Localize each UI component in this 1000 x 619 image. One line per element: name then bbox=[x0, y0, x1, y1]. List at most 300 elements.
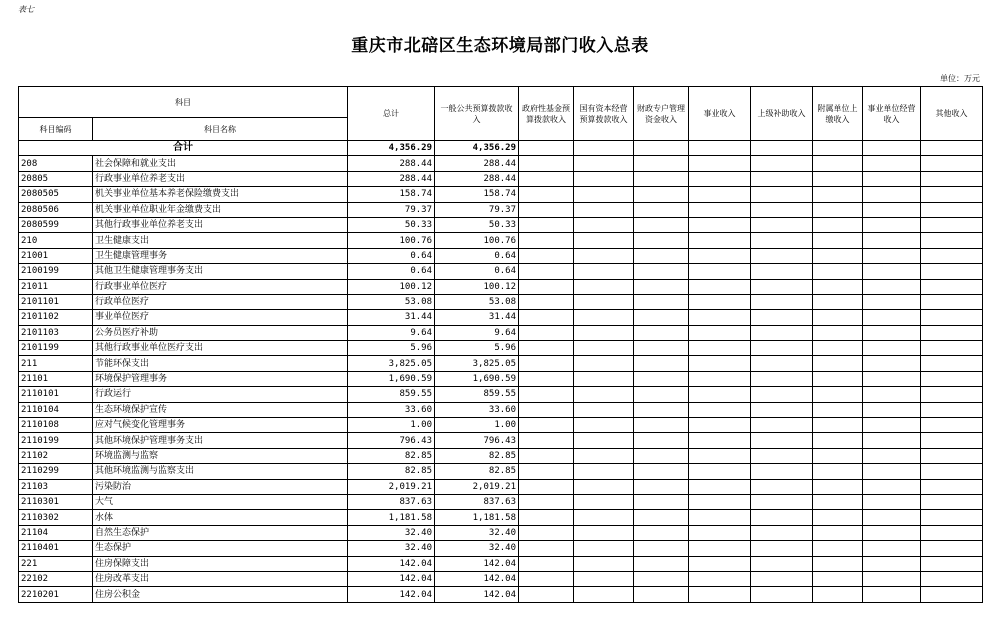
empty-cell bbox=[921, 402, 983, 417]
row-name: 其他行政事业单位养老支出 bbox=[93, 217, 348, 232]
empty-cell bbox=[519, 294, 574, 309]
table-row bbox=[19, 556, 983, 571]
empty-cell bbox=[751, 248, 813, 263]
row-name: 行政事业单位医疗 bbox=[93, 279, 348, 294]
empty-cell bbox=[634, 279, 689, 294]
empty-cell bbox=[634, 494, 689, 509]
row-general: 1.00 bbox=[435, 418, 519, 433]
row-general: 796.43 bbox=[435, 433, 519, 448]
header-name: 科目名称 bbox=[93, 118, 348, 141]
empty-cell bbox=[863, 294, 921, 309]
row-name: 社会保障和就业支出 bbox=[93, 156, 348, 171]
table-row bbox=[19, 587, 983, 602]
table-row bbox=[19, 187, 983, 202]
empty-cell bbox=[634, 418, 689, 433]
empty-cell bbox=[689, 156, 751, 171]
row-code: 20805 bbox=[19, 171, 93, 186]
empty-cell bbox=[689, 356, 751, 371]
empty-cell bbox=[813, 294, 863, 309]
empty-cell bbox=[921, 556, 983, 571]
row-total: 142.04 bbox=[348, 556, 435, 571]
empty-cell bbox=[519, 156, 574, 171]
row-general: 288.44 bbox=[435, 171, 519, 186]
table-row bbox=[19, 402, 983, 417]
empty-cell bbox=[813, 556, 863, 571]
empty-cell bbox=[921, 433, 983, 448]
row-total: 288.44 bbox=[348, 156, 435, 171]
table-row bbox=[19, 541, 983, 556]
empty-cell bbox=[634, 525, 689, 540]
empty-cell bbox=[921, 448, 983, 463]
row-code: 2210201 bbox=[19, 587, 93, 602]
row-code: 2080506 bbox=[19, 202, 93, 217]
empty-cell bbox=[689, 387, 751, 402]
empty-cell bbox=[689, 371, 751, 386]
row-general: 82.85 bbox=[435, 464, 519, 479]
table-row bbox=[19, 371, 983, 386]
row-general: 837.63 bbox=[435, 494, 519, 509]
empty-cell bbox=[519, 325, 574, 340]
empty-cell bbox=[574, 264, 634, 279]
empty-cell bbox=[813, 541, 863, 556]
row-total: 0.64 bbox=[348, 248, 435, 263]
empty-cell bbox=[751, 325, 813, 340]
empty-cell bbox=[634, 217, 689, 232]
empty-cell bbox=[863, 448, 921, 463]
empty-cell bbox=[519, 402, 574, 417]
empty-cell bbox=[574, 325, 634, 340]
row-name: 其他卫生健康管理事务支出 bbox=[93, 264, 348, 279]
empty-cell bbox=[634, 171, 689, 186]
header-general-budget: 一般公共预算拨款收入 bbox=[435, 87, 519, 141]
empty-cell bbox=[813, 479, 863, 494]
empty-cell bbox=[751, 464, 813, 479]
row-name: 生态环境保护宣传 bbox=[93, 402, 348, 417]
empty-cell bbox=[813, 418, 863, 433]
empty-cell bbox=[921, 587, 983, 602]
row-name: 节能环保支出 bbox=[93, 356, 348, 371]
empty-cell bbox=[863, 202, 921, 217]
table-row bbox=[19, 156, 983, 171]
row-name: 卫生健康管理事务 bbox=[93, 248, 348, 263]
empty-cell bbox=[921, 510, 983, 525]
empty-cell bbox=[634, 464, 689, 479]
empty-cell bbox=[574, 464, 634, 479]
table-row bbox=[19, 418, 983, 433]
table-row bbox=[19, 479, 983, 494]
empty-cell bbox=[689, 402, 751, 417]
empty-cell bbox=[751, 279, 813, 294]
table-row bbox=[19, 233, 983, 248]
empty-cell bbox=[813, 310, 863, 325]
empty-cell bbox=[519, 433, 574, 448]
empty-cell bbox=[863, 310, 921, 325]
empty-cell bbox=[863, 494, 921, 509]
empty-cell bbox=[863, 248, 921, 263]
row-total: 50.33 bbox=[348, 217, 435, 232]
table-row bbox=[19, 464, 983, 479]
unit-label: 单位：万元 bbox=[940, 74, 980, 83]
empty-cell bbox=[689, 264, 751, 279]
empty-cell bbox=[751, 264, 813, 279]
table-row bbox=[19, 171, 983, 186]
row-code: 2101199 bbox=[19, 341, 93, 356]
empty-cell bbox=[863, 279, 921, 294]
empty-cell bbox=[813, 341, 863, 356]
row-total: 859.55 bbox=[348, 387, 435, 402]
empty-cell bbox=[921, 294, 983, 309]
empty-cell bbox=[634, 294, 689, 309]
row-general: 142.04 bbox=[435, 556, 519, 571]
row-total: 1.00 bbox=[348, 418, 435, 433]
empty-cell bbox=[863, 464, 921, 479]
empty-cell bbox=[751, 156, 813, 171]
empty-cell bbox=[689, 556, 751, 571]
row-name: 其他环境保护管理事务支出 bbox=[93, 433, 348, 448]
empty-cell bbox=[634, 233, 689, 248]
row-total: 1,690.59 bbox=[348, 371, 435, 386]
row-name: 卫生健康支出 bbox=[93, 233, 348, 248]
empty-cell bbox=[921, 156, 983, 171]
row-general: 0.64 bbox=[435, 264, 519, 279]
empty-cell bbox=[863, 371, 921, 386]
row-name: 机关事业单位职业年金缴费支出 bbox=[93, 202, 348, 217]
empty-cell bbox=[751, 341, 813, 356]
empty-cell bbox=[751, 371, 813, 386]
row-name: 环境监测与监察 bbox=[93, 448, 348, 463]
empty-cell bbox=[689, 279, 751, 294]
empty-cell bbox=[519, 494, 574, 509]
empty-cell bbox=[519, 525, 574, 540]
table-row bbox=[19, 510, 983, 525]
empty-cell bbox=[689, 510, 751, 525]
empty-cell bbox=[634, 387, 689, 402]
empty-cell bbox=[813, 464, 863, 479]
empty-cell bbox=[689, 448, 751, 463]
row-general: 1,690.59 bbox=[435, 371, 519, 386]
row-code: 21001 bbox=[19, 248, 93, 263]
empty-cell bbox=[921, 387, 983, 402]
table-row bbox=[19, 279, 983, 294]
empty-cell bbox=[751, 387, 813, 402]
empty-cell bbox=[863, 418, 921, 433]
header-other-income: 其他收入 bbox=[921, 87, 983, 141]
row-code: 2110108 bbox=[19, 418, 93, 433]
row-general: 9.64 bbox=[435, 325, 519, 340]
row-total: 5.96 bbox=[348, 341, 435, 356]
row-total: 32.40 bbox=[348, 525, 435, 540]
header-total: 总计 bbox=[348, 87, 435, 141]
row-general: 859.55 bbox=[435, 387, 519, 402]
empty-cell bbox=[574, 294, 634, 309]
row-name: 住房公积金 bbox=[93, 587, 348, 602]
row-total: 31.44 bbox=[348, 310, 435, 325]
empty-cell bbox=[519, 341, 574, 356]
empty-cell bbox=[813, 217, 863, 232]
empty-cell bbox=[634, 556, 689, 571]
empty-cell bbox=[519, 387, 574, 402]
empty-cell bbox=[689, 571, 751, 586]
row-code: 2101102 bbox=[19, 310, 93, 325]
empty-cell bbox=[574, 433, 634, 448]
empty-cell bbox=[921, 418, 983, 433]
empty-cell bbox=[689, 325, 751, 340]
row-code: 221 bbox=[19, 556, 93, 571]
empty-cell bbox=[634, 264, 689, 279]
empty-cell bbox=[574, 248, 634, 263]
empty-cell bbox=[751, 587, 813, 602]
empty-cell bbox=[519, 464, 574, 479]
empty-cell bbox=[863, 171, 921, 186]
table-row bbox=[19, 325, 983, 340]
page-title: 重庆市北碚区生态环境局部门收入总表 bbox=[351, 36, 649, 56]
empty-cell bbox=[921, 479, 983, 494]
empty-cell bbox=[689, 541, 751, 556]
row-general: 31.44 bbox=[435, 310, 519, 325]
empty-cell bbox=[689, 341, 751, 356]
empty-cell bbox=[634, 371, 689, 386]
row-code: 2101103 bbox=[19, 325, 93, 340]
empty-cell bbox=[519, 264, 574, 279]
row-name: 事业单位医疗 bbox=[93, 310, 348, 325]
empty-cell bbox=[519, 418, 574, 433]
table-number-mark: 表七 bbox=[18, 5, 34, 14]
empty-cell bbox=[863, 556, 921, 571]
empty-cell bbox=[921, 571, 983, 586]
table-row bbox=[19, 494, 983, 509]
total-row bbox=[19, 141, 983, 156]
header-business-income: 事业收入 bbox=[689, 87, 751, 141]
empty-cell bbox=[751, 418, 813, 433]
row-name: 住房改革支出 bbox=[93, 571, 348, 586]
empty-cell bbox=[751, 541, 813, 556]
empty-cell bbox=[921, 356, 983, 371]
row-name: 大气 bbox=[93, 494, 348, 509]
empty-cell bbox=[574, 233, 634, 248]
row-general: 0.64 bbox=[435, 248, 519, 263]
row-code: 21104 bbox=[19, 525, 93, 540]
empty-cell bbox=[751, 202, 813, 217]
header-state-capital: 国有资本经营预算拨款收入 bbox=[574, 87, 634, 141]
row-code: 2110104 bbox=[19, 402, 93, 417]
row-general: 2,019.21 bbox=[435, 479, 519, 494]
row-general: 100.76 bbox=[435, 233, 519, 248]
empty-cell bbox=[519, 571, 574, 586]
empty-cell bbox=[574, 494, 634, 509]
empty-cell bbox=[634, 448, 689, 463]
empty-cell bbox=[634, 356, 689, 371]
empty-cell bbox=[863, 541, 921, 556]
row-code: 2110101 bbox=[19, 387, 93, 402]
empty-cell bbox=[813, 494, 863, 509]
empty-cell bbox=[751, 448, 813, 463]
empty-cell bbox=[813, 279, 863, 294]
empty-cell bbox=[519, 356, 574, 371]
row-name: 环境保护管理事务 bbox=[93, 371, 348, 386]
empty-cell bbox=[921, 279, 983, 294]
empty-cell bbox=[813, 248, 863, 263]
header-fund-budget: 政府性基金预算拨款收入 bbox=[519, 87, 574, 141]
row-general: 53.08 bbox=[435, 294, 519, 309]
row-general: 32.40 bbox=[435, 525, 519, 540]
row-total: 100.12 bbox=[348, 279, 435, 294]
header-superior-subsidy: 上级补助收入 bbox=[751, 87, 813, 141]
empty-cell bbox=[751, 294, 813, 309]
row-name: 应对气候变化管理事务 bbox=[93, 418, 348, 433]
empty-cell bbox=[863, 479, 921, 494]
empty-cell bbox=[921, 525, 983, 540]
row-general: 1,181.58 bbox=[435, 510, 519, 525]
row-code: 2080505 bbox=[19, 187, 93, 202]
row-total: 79.37 bbox=[348, 202, 435, 217]
empty-cell bbox=[689, 464, 751, 479]
empty-cell bbox=[689, 248, 751, 263]
empty-cell bbox=[689, 233, 751, 248]
empty-cell bbox=[574, 279, 634, 294]
row-name: 行政事业单位养老支出 bbox=[93, 171, 348, 186]
empty-cell bbox=[813, 371, 863, 386]
empty-cell bbox=[634, 433, 689, 448]
empty-cell bbox=[574, 510, 634, 525]
empty-cell bbox=[813, 171, 863, 186]
table-row bbox=[19, 217, 983, 232]
empty-cell bbox=[751, 402, 813, 417]
row-total: 837.63 bbox=[348, 494, 435, 509]
row-total: 142.04 bbox=[348, 571, 435, 586]
empty-cell bbox=[689, 433, 751, 448]
empty-cell bbox=[863, 387, 921, 402]
empty-cell bbox=[863, 510, 921, 525]
empty-cell bbox=[813, 571, 863, 586]
row-code: 2100199 bbox=[19, 264, 93, 279]
row-code: 2110199 bbox=[19, 433, 93, 448]
row-total: 32.40 bbox=[348, 541, 435, 556]
empty-cell bbox=[689, 217, 751, 232]
row-code: 2110401 bbox=[19, 541, 93, 556]
empty-cell bbox=[574, 556, 634, 571]
empty-cell bbox=[689, 418, 751, 433]
empty-cell bbox=[634, 187, 689, 202]
empty-cell bbox=[751, 217, 813, 232]
empty-cell bbox=[519, 310, 574, 325]
empty-cell bbox=[519, 510, 574, 525]
empty-cell bbox=[519, 587, 574, 602]
empty-cell bbox=[574, 217, 634, 232]
empty-cell bbox=[574, 525, 634, 540]
empty-cell bbox=[863, 187, 921, 202]
empty-cell bbox=[813, 525, 863, 540]
empty-cell bbox=[863, 433, 921, 448]
row-code: 210 bbox=[19, 233, 93, 248]
empty-cell bbox=[813, 264, 863, 279]
empty-cell bbox=[751, 233, 813, 248]
row-general: 79.37 bbox=[435, 202, 519, 217]
row-total: 100.76 bbox=[348, 233, 435, 248]
empty-cell bbox=[863, 356, 921, 371]
empty-cell bbox=[634, 310, 689, 325]
row-name: 行政单位医疗 bbox=[93, 294, 348, 309]
empty-cell bbox=[519, 541, 574, 556]
table-row bbox=[19, 448, 983, 463]
row-code: 211 bbox=[19, 356, 93, 371]
empty-cell bbox=[634, 202, 689, 217]
empty-cell bbox=[689, 587, 751, 602]
empty-cell bbox=[519, 187, 574, 202]
row-code: 2080599 bbox=[19, 217, 93, 232]
empty-cell bbox=[921, 494, 983, 509]
empty-cell bbox=[813, 156, 863, 171]
row-code: 2110301 bbox=[19, 494, 93, 509]
row-code: 208 bbox=[19, 156, 93, 171]
table-row bbox=[19, 202, 983, 217]
table-row bbox=[19, 341, 983, 356]
empty-cell bbox=[519, 371, 574, 386]
empty-cell bbox=[921, 264, 983, 279]
table-row bbox=[19, 387, 983, 402]
row-general: 100.12 bbox=[435, 279, 519, 294]
empty-cell bbox=[634, 341, 689, 356]
empty-cell bbox=[574, 418, 634, 433]
row-general: 32.40 bbox=[435, 541, 519, 556]
empty-cell bbox=[813, 233, 863, 248]
row-total: 0.64 bbox=[348, 264, 435, 279]
row-general: 288.44 bbox=[435, 156, 519, 171]
table-row bbox=[19, 433, 983, 448]
row-code: 21102 bbox=[19, 448, 93, 463]
row-name: 水体 bbox=[93, 510, 348, 525]
empty-cell bbox=[689, 187, 751, 202]
empty-cell bbox=[863, 264, 921, 279]
row-name: 机关事业单位基本养老保险缴费支出 bbox=[93, 187, 348, 202]
empty-cell bbox=[751, 571, 813, 586]
row-code: 22102 bbox=[19, 571, 93, 586]
row-general: 142.04 bbox=[435, 571, 519, 586]
table-row bbox=[19, 310, 983, 325]
empty-cell bbox=[863, 233, 921, 248]
empty-cell bbox=[813, 187, 863, 202]
row-code: 21101 bbox=[19, 371, 93, 386]
row-total: 33.60 bbox=[348, 402, 435, 417]
table-row bbox=[19, 248, 983, 263]
empty-cell bbox=[519, 248, 574, 263]
header-business-operation: 事业单位经营收入 bbox=[863, 87, 921, 141]
empty-cell bbox=[921, 464, 983, 479]
empty-cell bbox=[751, 556, 813, 571]
empty-cell bbox=[574, 171, 634, 186]
empty-cell bbox=[863, 402, 921, 417]
row-general: 5.96 bbox=[435, 341, 519, 356]
empty-cell bbox=[863, 341, 921, 356]
empty-cell bbox=[574, 448, 634, 463]
table-row bbox=[19, 525, 983, 540]
empty-cell bbox=[634, 479, 689, 494]
empty-cell bbox=[634, 587, 689, 602]
row-total: 158.74 bbox=[348, 187, 435, 202]
empty-cell bbox=[689, 294, 751, 309]
empty-cell bbox=[689, 202, 751, 217]
total-label: 合计 bbox=[19, 141, 348, 156]
header-code: 科目编码 bbox=[19, 118, 93, 141]
empty-cell bbox=[574, 341, 634, 356]
empty-cell bbox=[921, 371, 983, 386]
empty-cell bbox=[634, 402, 689, 417]
empty-cell bbox=[863, 587, 921, 602]
row-name: 其他行政事业单位医疗支出 bbox=[93, 341, 348, 356]
empty-cell bbox=[519, 556, 574, 571]
row-general: 50.33 bbox=[435, 217, 519, 232]
empty-cell bbox=[921, 248, 983, 263]
row-code: 2110299 bbox=[19, 464, 93, 479]
